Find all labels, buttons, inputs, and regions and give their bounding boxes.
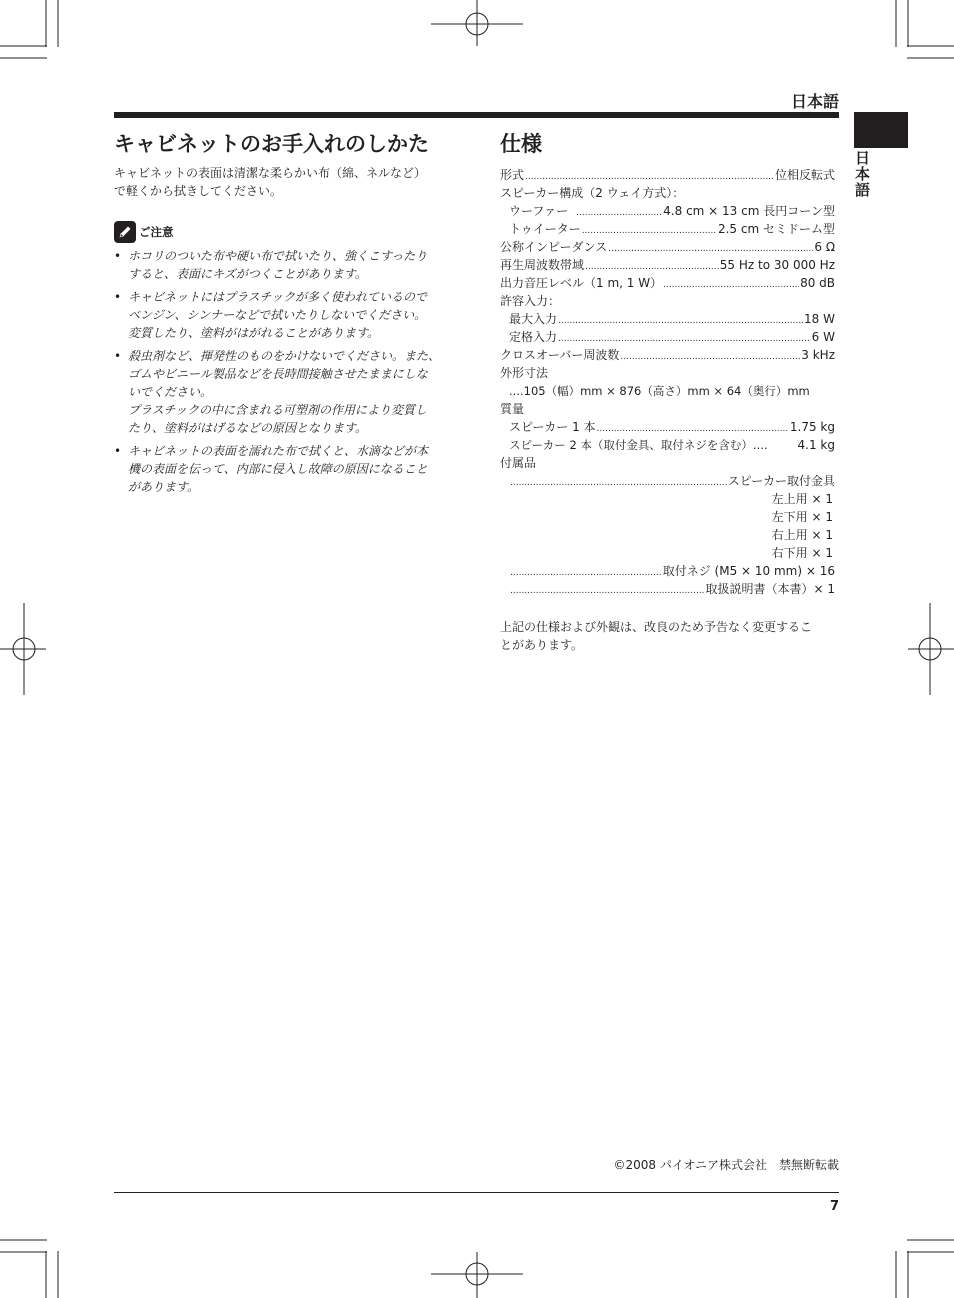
spec-row-impedance: [500, 238, 835, 256]
accessory-bracket-item: 右下用 × 1: [771, 546, 833, 560]
spec-row-frequency: [500, 256, 835, 274]
spec-heading-accessories: 付属品: [500, 456, 537, 470]
spec-value: 2.5 cm セミドーム型: [717, 222, 835, 236]
spec-row-crossover: [500, 346, 835, 364]
spec-label: クロスオーバー周波数: [500, 348, 620, 362]
spec-row-accessory-screw: [500, 562, 835, 580]
intro-line: キャビネットの表面は清潔な柔らかい布（綿、ネルなど）: [114, 166, 427, 180]
side-tab: [854, 112, 908, 148]
accessory-bracket-item: 左下用 × 1: [771, 510, 833, 524]
language-header: 日本語: [790, 92, 839, 111]
spec-change-note: [500, 618, 835, 654]
spec-heading-input: 許容入力：: [500, 294, 561, 308]
cabinet-care-intro: [114, 164, 456, 200]
spec-value: 6 W: [811, 330, 835, 344]
spec-row-spl: [500, 274, 835, 292]
note-line: とがあります。: [500, 638, 584, 652]
spec-value: 55 Hz to 30 000 Hz: [719, 258, 835, 272]
caution-item: [114, 247, 456, 283]
spec-value: 3 kHz: [801, 348, 835, 362]
spec-row-accessory-bracket: [500, 472, 835, 490]
intro-line: で軽くから拭きしてください。: [114, 184, 283, 198]
spec-value: 4.1 kg: [797, 438, 835, 452]
leader-dots: [620, 348, 800, 366]
spec-label: 形式: [500, 168, 525, 182]
caution-item: [114, 288, 456, 342]
caution-line: 変質したり、塗料がはがれることがあります。: [128, 326, 380, 340]
bullet: •: [114, 444, 122, 458]
caution-line: すると、表面にキズがつくことがあります。: [128, 267, 367, 281]
spec-value: 18 W: [804, 312, 835, 326]
spec-row-mass-two: [500, 436, 835, 454]
page-number: 7: [829, 1199, 839, 1214]
caution-line: たり、塗料がはげるなどの原因となります。: [128, 421, 368, 435]
spec-row-max-input: [500, 310, 835, 328]
spec-row-woofer: [500, 202, 835, 220]
leader-dots: [663, 276, 799, 294]
spec-label: トゥイーター: [509, 222, 581, 236]
specifications-title: 仕様: [500, 132, 542, 156]
caution-line: ベンジン、シンナーなどで拭いたりしないでください。: [128, 308, 427, 322]
cabinet-care-title: キャビネットのお手入れのしかた: [114, 132, 429, 156]
top-rule: [114, 112, 839, 118]
caution-line: ホコリのついた布や硬い布で拭いたり、強くこすったり: [128, 249, 428, 263]
spec-heading-mass: 質量: [500, 402, 525, 416]
spec-label: スピーカー 2 本（取付金具、取付ネジを含む）....: [509, 438, 768, 452]
caution-line: キャビネットにはプラスチックが多く使われているので: [128, 290, 428, 304]
bullet: •: [114, 349, 122, 363]
pencil-note-icon: [114, 221, 136, 243]
leader-dots: [576, 204, 662, 222]
caution-line: キャビネットの表面を濡れた布で拭くと、水滴などが本: [128, 444, 429, 458]
spec-label: 最大入力: [509, 312, 558, 326]
spec-row-tweeter: [500, 220, 835, 238]
caution-item: [114, 347, 456, 437]
spec-heading-config: スピーカー構成（2 ウェイ方式）：: [500, 186, 685, 200]
spec-value: 80 dB: [800, 276, 835, 290]
cabinet-care-section: [114, 128, 456, 501]
caution-line: 殺虫剤など、揮発性のものをかけないでください。また、: [128, 349, 441, 363]
spec-label: 定格入力: [509, 330, 558, 344]
spec-heading-dimensions: 外形寸法: [500, 366, 549, 380]
caution-list: [114, 247, 456, 496]
spec-value: 取付ネジ (M5 × 10 mm) × 16: [662, 564, 835, 578]
spec-value: 6 Ω: [814, 240, 835, 254]
caution-line: いでください。: [128, 385, 213, 399]
note-line: 上記の仕様および外観は、改良のため予告なく変更するこ: [500, 620, 813, 634]
spec-row-rated-input: [500, 328, 835, 346]
spec-label: 出力音圧レベル（1 m, 1 W）: [500, 276, 663, 290]
spec-row-type: [500, 166, 835, 184]
leader-dots: [510, 564, 662, 582]
spec-value: 位相反転式: [774, 168, 835, 182]
copyright: ©2008 パイオニア株式会社 禁無断転載: [613, 1158, 839, 1172]
caution-line: があります。: [128, 480, 200, 494]
leader-dots: [510, 474, 727, 492]
spec-row-mass-one: [500, 418, 835, 436]
accessory-bracket-item: 右上用 × 1: [771, 528, 833, 542]
bottom-rule: [114, 1192, 839, 1193]
side-tab-label: 日本語: [853, 150, 871, 198]
caution-item: [114, 442, 456, 496]
spec-value-dimensions: ....105（幅）mm × 876（高さ）mm × 64（奥行）mm: [509, 384, 810, 398]
spec-value: 1.75 kg: [789, 420, 835, 434]
leader-dots: [510, 582, 704, 600]
bullet: •: [114, 249, 122, 263]
specifications-section: [500, 128, 835, 654]
leader-dots: [558, 312, 803, 330]
spec-list: [500, 166, 835, 598]
caution-line: ゴムやビニール製品などを長時間接触させたままにしな: [128, 367, 428, 381]
caution-line: 機の表面を伝って、内部に侵入し故障の原因になること: [128, 462, 428, 476]
accessory-bracket-item: 左上用 × 1: [771, 492, 833, 506]
bullet: •: [114, 290, 122, 304]
spec-label: 公称インピーダンス: [500, 240, 608, 254]
caution-heading-text: ご注意: [139, 225, 174, 239]
caution-line: プラスチックの中に含まれる可塑剤の作用により変質し: [128, 403, 428, 417]
spec-value: 4.8 cm × 13 cm 長円コーン型: [663, 204, 835, 218]
spec-label: 再生周波数帯域: [500, 258, 585, 272]
spec-row-accessory-manual: [500, 580, 835, 598]
spec-label: ウーファー: [509, 204, 569, 218]
spec-value: 取扱説明書（本書）× 1: [705, 582, 835, 596]
spec-value: スピーカー取付金具: [727, 474, 835, 488]
spec-label: スピーカー 1 本: [509, 420, 596, 434]
caution-heading: [114, 221, 456, 243]
